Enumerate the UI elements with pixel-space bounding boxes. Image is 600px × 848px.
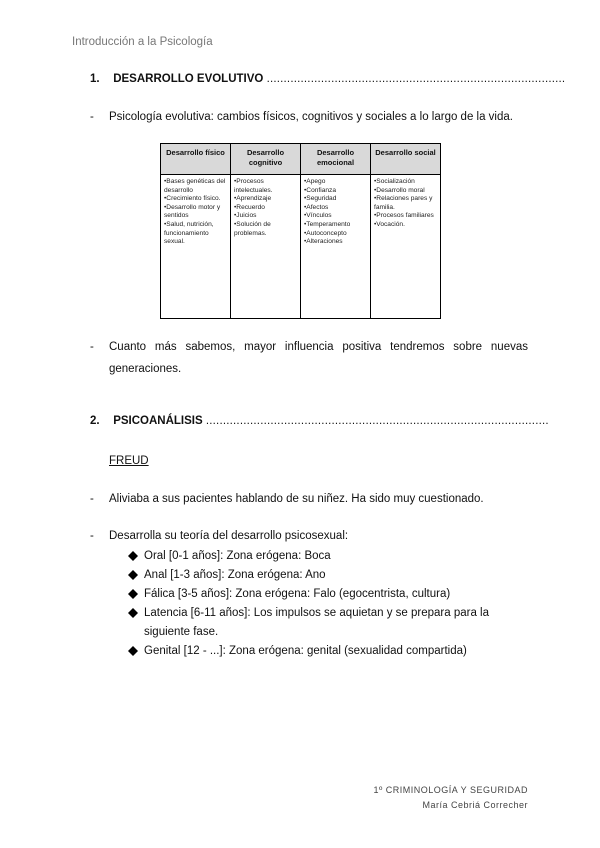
section-2-dots: .....................................................................................................: [205, 415, 549, 427]
list-item: [128, 642, 528, 661]
column-physical: [161, 175, 230, 318]
section-2-number: 2.: [90, 415, 100, 427]
list-item: [128, 585, 528, 604]
stage-text: Genital [12 - ...]: Zona erógena: genital (sexualidad compartida): [144, 645, 467, 657]
diamond-bullet-icon: [128, 608, 138, 618]
section-1-heading: [90, 73, 565, 85]
section-1-number: 1.: [90, 73, 100, 85]
column-social: [370, 175, 440, 318]
table-cell-item: •Temperamento: [304, 220, 351, 228]
table-cell-item: •Salud, nutrición, funcionamiento sexual.: [164, 220, 214, 246]
table-cell-item: •Desarrollo moral: [374, 186, 425, 194]
paragraph-text: Cuanto más sabemos, mayor influencia positiva tendremos sobre nuevas generaciones.: [109, 341, 528, 375]
table-cell-item: •Procesos familiares: [374, 212, 434, 220]
header-emotional: Desarrollo emocional: [300, 144, 370, 174]
paragraph-psychosexual-theory: [90, 525, 528, 547]
header-physical: Desarrollo físico: [166, 148, 225, 157]
header-cognitive: Desarrollo cognitivo: [230, 144, 300, 174]
diamond-bullet-icon: [128, 589, 138, 599]
table-cell-item: •Solución de problemas.: [234, 220, 271, 237]
table-cell-item: •Confianza: [304, 186, 336, 194]
table-cell-item: •Recuerdo: [234, 203, 265, 211]
table-cell-item: •Socialización: [374, 178, 415, 185]
paragraph-text: Desarrolla su teoría del desarrollo psicosexual:: [109, 530, 349, 542]
section-1-title: DESARROLLO EVOLUTIVO: [113, 73, 264, 85]
section-1-dots: ........................................................................................: [266, 73, 566, 85]
psychosexual-stages-list: [128, 547, 528, 661]
table-cell-item: •Vocación.: [374, 220, 405, 228]
paragraph-influence: [90, 336, 528, 380]
column-emotional: [300, 175, 370, 318]
development-table-header: [161, 144, 440, 175]
table-cell-item: •Vínculos: [304, 212, 332, 220]
diamond-bullet-icon: [128, 646, 138, 656]
table-cell-item: •Crecimiento físico.: [164, 195, 221, 203]
table-cell-item: •Seguridad: [304, 195, 337, 203]
dash-marker: -: [90, 341, 94, 353]
paragraph-evolutive-psychology: [90, 106, 528, 128]
list-item: [128, 604, 528, 642]
dash-marker: -: [90, 111, 94, 123]
table-cell-item: •Procesos intelectuales.: [234, 178, 273, 194]
list-item: [128, 566, 528, 585]
column-cognitive: [230, 175, 300, 318]
table-cell-item: •Alteraciones: [304, 238, 343, 246]
table-cell-item: •Bases genéticas del desarrollo: [164, 178, 226, 194]
subtitle-freud: FREUD: [109, 455, 149, 467]
table-cell-item: •Aprendizaje: [234, 195, 272, 203]
stage-text: Latencia [6-11 años]: Los impulsos se aquietan y se prepara para la siguiente fase.: [144, 607, 489, 638]
table-cell-item: •Juicios: [234, 212, 257, 220]
paragraph-text: Aliviaba a sus pacientes hablando de su niñez. Ha sido muy cuestionado.: [109, 493, 484, 505]
paragraph-text: Psicología evolutiva: cambios físicos, cognitivos y sociales a lo largo de la vida.: [109, 111, 513, 123]
paragraph-freud-patients: [90, 488, 528, 510]
section-2-heading: [90, 415, 549, 427]
stage-text: Anal [1-3 años]: Zona erógena: Ano: [144, 569, 326, 581]
table-cell-item: •Desarrollo motor y sentidos: [164, 203, 221, 220]
stage-text: Oral [0-1 años]: Zona erógena: Boca: [144, 550, 331, 562]
dash-marker: -: [90, 530, 94, 542]
footer-course: 1º CRIMINOLOGÍA Y SEGURIDAD: [373, 785, 528, 795]
table-cell-item: •Afectos: [304, 203, 329, 211]
table-cell-item: •Relaciones pares y familia.: [374, 195, 433, 211]
header-social: Desarrollo social: [370, 144, 440, 174]
development-table: [160, 143, 441, 319]
stage-text: Fálica [3-5 años]: Zona erógena: Falo (egocentrista, cultura): [144, 588, 451, 600]
diamond-bullet-icon: [128, 551, 138, 561]
diamond-bullet-icon: [128, 570, 138, 580]
list-item: [128, 547, 528, 566]
footer-author: María Cebriá Correcher: [422, 800, 528, 810]
table-cell-item: •Autoconcepto: [304, 229, 347, 237]
development-table-body: [161, 175, 440, 318]
header-course-title: Introducción a la Psicología: [72, 36, 213, 48]
section-2-title: PSICOANÁLISIS: [113, 415, 203, 427]
dash-marker: -: [90, 493, 94, 505]
table-cell-item: •Apego: [304, 178, 326, 185]
